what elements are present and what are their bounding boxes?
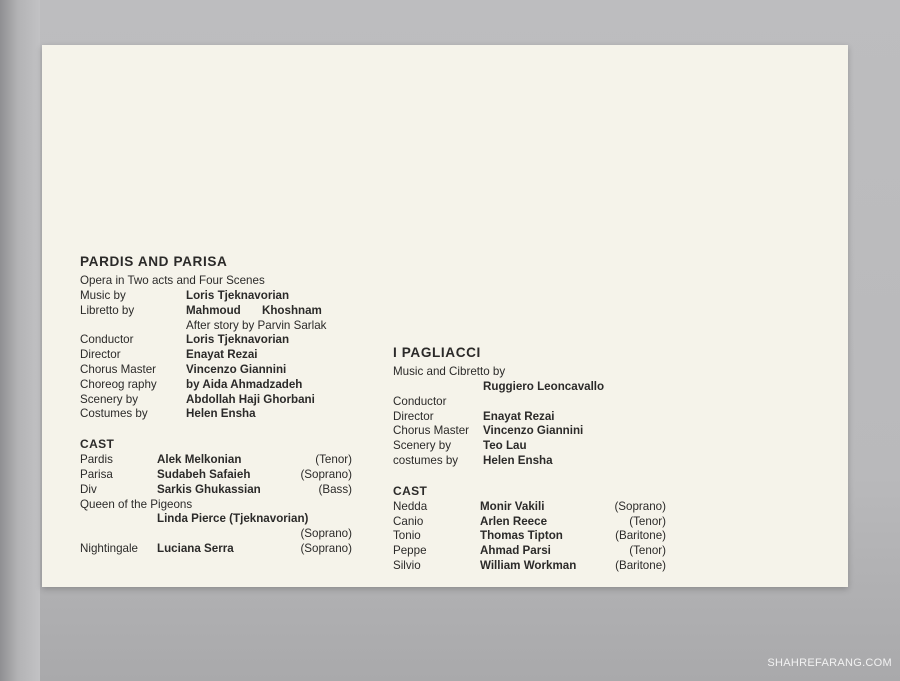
credit-role: Conductor <box>80 333 134 347</box>
cast-row <box>393 500 666 515</box>
credit-role: Costumes by <box>80 407 148 421</box>
cast-name: Alek Melkonian <box>157 453 242 467</box>
credit-role: Libretto by <box>80 303 135 317</box>
cast-role: Nightingale <box>80 541 139 555</box>
credit-row <box>80 363 352 378</box>
credit-row <box>80 407 352 422</box>
credit-row <box>80 289 352 304</box>
watermark: SHAHREFARANG.COM <box>767 657 892 669</box>
credit-role <box>80 319 186 334</box>
pardis-and-parisa-section <box>80 254 352 557</box>
cast-role: Div <box>80 482 97 496</box>
voice-type: (Soprano) <box>300 541 352 555</box>
cast-name: Thomas Tipton <box>480 529 563 543</box>
cast-name: William Workman <box>480 558 577 572</box>
cast-row <box>80 512 352 527</box>
credit-row <box>393 424 666 439</box>
cast-name: Sarkis Ghukassian <box>157 482 261 496</box>
credit-name: Enayat Rezai <box>483 409 555 423</box>
credit-role: Music by <box>80 289 126 302</box>
credit-row <box>393 454 666 469</box>
voice-type: (Soprano) <box>300 527 352 541</box>
cast-row <box>393 515 666 530</box>
credit-row <box>80 348 352 363</box>
credit-note: After story by Parvin Sarlak <box>186 318 327 332</box>
voice-type: (Tenor) <box>315 453 352 467</box>
credit-role: costumes by <box>393 453 459 467</box>
voice-type: (Tenor) <box>629 544 666 558</box>
credit-role: Scenery by <box>80 392 138 406</box>
cast-row <box>80 527 352 542</box>
cast-row <box>80 453 352 468</box>
credit-name: Abdollah Haji Ghorbani <box>186 392 315 406</box>
cast-heading-left: CAST <box>80 437 115 452</box>
credit-row <box>393 395 666 410</box>
book-binding <box>0 0 40 681</box>
credit-name: Helen Ensha <box>483 453 553 467</box>
cast-name: Ahmad Parsi <box>480 544 551 558</box>
cast-name: Sudabeh Safaieh <box>157 467 251 481</box>
voice-type: (Soprano) <box>300 467 352 481</box>
credit-name: Mahmoud Khoshnam <box>186 303 322 317</box>
opera-title-right: I PAGLIACCI <box>393 345 481 360</box>
voice-type: (Tenor) <box>629 514 666 528</box>
cast-row <box>393 544 666 559</box>
cast-role: Queen of the Pigeons <box>80 497 193 511</box>
credit-name: by Aida Ahmadzadeh <box>186 377 303 391</box>
i-pagliacci-section <box>393 345 666 574</box>
credit-row <box>80 378 352 393</box>
cast-row <box>80 468 352 483</box>
credit-name: Vincenzo Giannini <box>186 362 287 376</box>
opera-subtitle-left: Opera in Two acts and Four Scenes <box>80 274 265 287</box>
cast-role: Peppe <box>393 544 427 558</box>
credit-name: Teo Lau <box>483 439 527 453</box>
cast-name: Luciana Serra <box>157 541 234 555</box>
cast-row <box>80 483 352 498</box>
credit-row <box>393 410 666 425</box>
voice-type: (Baritone) <box>615 529 666 543</box>
cast-row <box>80 542 352 557</box>
composer-name: Ruggiero Leoncavallo <box>483 380 605 393</box>
credit-role: Scenery by <box>393 439 451 453</box>
composer-row <box>393 380 666 395</box>
cast-role: Parisa <box>80 467 113 481</box>
cast-heading-right: CAST <box>393 483 428 498</box>
cast-row <box>393 559 666 574</box>
credit-name: Helen Ensha <box>186 407 256 421</box>
cast-role: Nedda <box>393 499 428 513</box>
credit-row <box>80 304 352 319</box>
cast-name: Monir Vakili <box>480 499 545 513</box>
credit-role: Director <box>80 348 121 362</box>
cast-role: Silvio <box>393 558 421 572</box>
credit-row <box>393 439 666 454</box>
cast-row <box>80 498 352 513</box>
credit-name: Enayat Rezai <box>186 348 258 362</box>
voice-type: (Baritone) <box>615 558 666 572</box>
cast-role: Canio <box>393 514 424 528</box>
cast-role: Pardis <box>80 453 113 467</box>
cast-name: Arlen Reece <box>480 514 548 528</box>
cast-role: Tonio <box>393 529 421 543</box>
opera-subtitle-right: Music and Cibretto by <box>393 365 506 378</box>
cast-name: Linda Pierce (Tjeknavorian) <box>157 512 309 526</box>
credit-row <box>80 319 352 334</box>
voice-type: (Bass) <box>318 482 352 496</box>
credit-row <box>80 393 352 408</box>
voice-type: (Soprano) <box>614 499 666 513</box>
cast-row <box>393 529 666 544</box>
credit-role: Choreog raphy <box>80 377 157 391</box>
credit-role: Chorus Master <box>393 424 470 438</box>
credit-role: Chorus Master <box>80 362 157 376</box>
credit-role: Director <box>393 409 434 423</box>
credit-row <box>80 333 352 348</box>
opera-title-left: PARDIS AND PARISA <box>80 254 228 269</box>
credit-name: Vincenzo Giannini <box>483 424 584 438</box>
credit-role: Conductor <box>393 394 447 408</box>
credit-name: Loris Tjeknavorian <box>186 333 290 347</box>
credit-name: Loris Tjeknavorian <box>186 289 290 302</box>
